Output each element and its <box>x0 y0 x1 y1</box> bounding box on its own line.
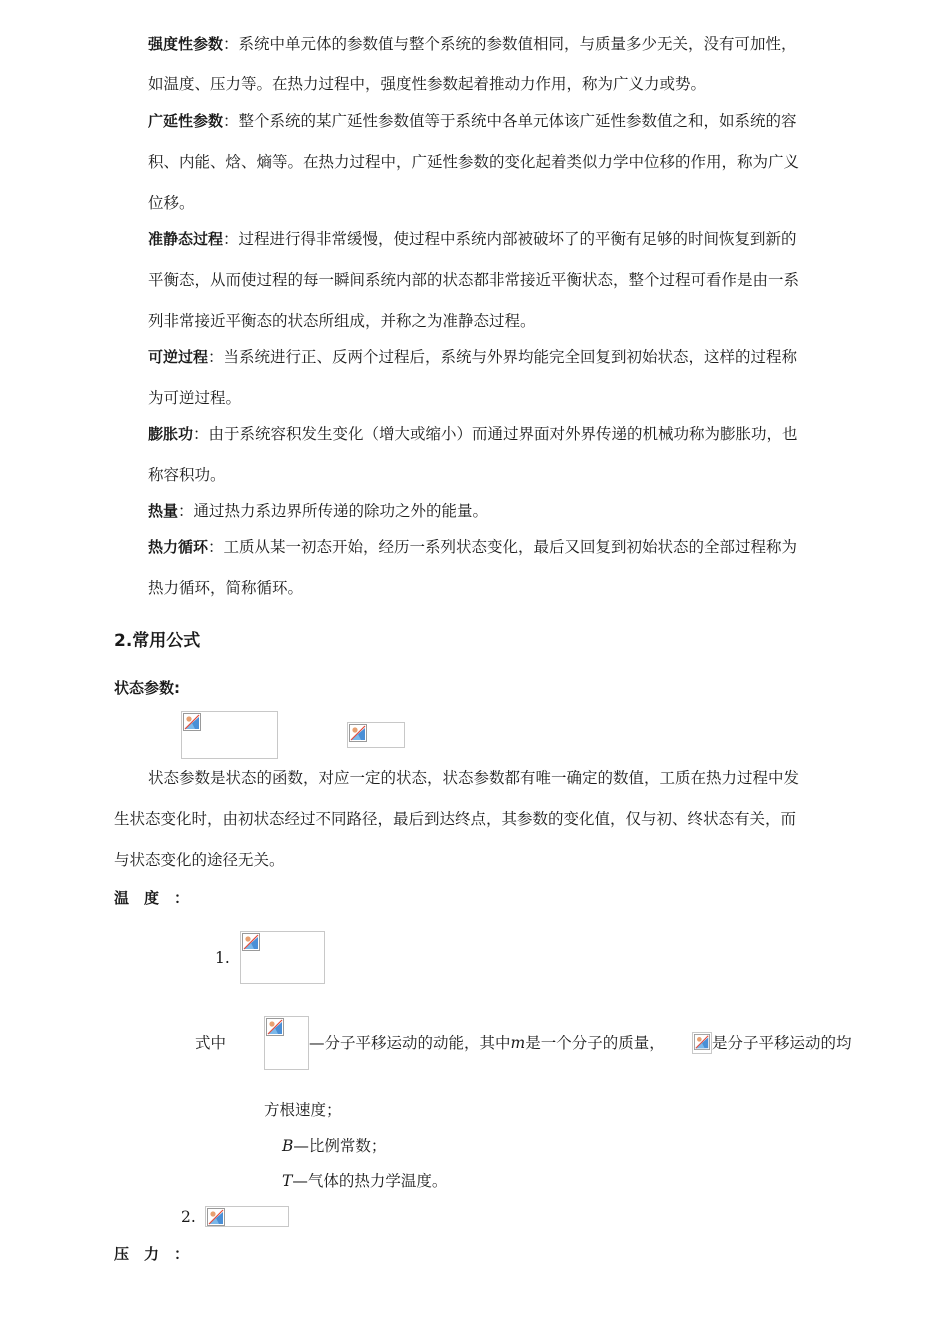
def-term-expansion-work: 膨胀功 <box>148 425 194 443</box>
def-line: 平衡态，从而使过程的每一瞬间系统内部的状态都非常接近平衡状态，整个过程可看作是由一系 <box>148 271 800 289</box>
def-line: 积、内能、焓、熵等。在热力过程中，广延性参数的变化起着类似力学中位移的作用，称为广义 <box>148 153 800 171</box>
def-term-intensive: 强度性参数 <box>148 35 224 53</box>
def-line: 位移。 <box>148 194 195 212</box>
def-line: 如温度、压力等。在热力过程中，强度性参数起着推动力作用，称为广义力或势。 <box>148 75 707 93</box>
def-term-heat: 热量 <box>148 502 179 520</box>
list-number: 1. <box>215 949 230 967</box>
body-line: 生状态变化时，由初状态经过不同路径，最后到达终点，其参数的变化值，仅与初、终状态有关，而 <box>114 810 797 828</box>
formula-image <box>205 1206 289 1227</box>
def-term-reversible: 可逆过程 <box>148 348 209 366</box>
broken-image-icon <box>694 1034 710 1050</box>
section-title: 2.常用公式 <box>114 631 201 651</box>
broken-image-icon <box>349 724 367 742</box>
temperature-heading: 温 度 ： <box>114 889 190 907</box>
body-line: 与状态变化的途径无关。 <box>114 851 285 869</box>
def-term-extensive: 广延性参数 <box>148 112 224 130</box>
broken-image-icon <box>242 933 260 951</box>
body-line: T—气体的热力学温度。 <box>282 1172 448 1190</box>
formula-image <box>240 931 325 984</box>
body-line: 是分子平移运动的均 <box>712 1034 852 1052</box>
body-line: 方根速度； <box>264 1101 342 1119</box>
def-line: 可逆过程：当系统进行正、反两个过程后，系统与外界均能完全回复到初始状态，这样的过程称 <box>148 348 798 366</box>
def-line: 称容积功。 <box>148 466 226 484</box>
body-line: —分子平移运动的动能，其中m是一个分子的质量， <box>309 1034 665 1052</box>
def-line: 为可逆过程。 <box>148 389 242 407</box>
body-line: 状态参数是状态的函数，对应一定的状态，状态参数都有唯一确定的数值，工质在热力过程中发 <box>148 769 800 787</box>
def-line: 膨胀功：由于系统容积发生变化（增大或缩小）而通过界面对外界传递的机械功称为膨胀功，也 <box>148 425 798 443</box>
formula-image <box>347 722 405 748</box>
def-line: 热力循环：工质从某一初态开始，经历一系列状态变化，最后又回复到初始状态的全部过程称为 <box>148 538 798 556</box>
state-params-heading: 状态参数: <box>114 679 180 697</box>
list-number: 2. <box>181 1208 196 1226</box>
def-term-quasistatic: 准静态过程 <box>148 230 224 248</box>
where-label: 式中 <box>195 1034 227 1052</box>
formula-image <box>264 1016 309 1070</box>
broken-image-icon <box>183 713 201 731</box>
def-line: 准静态过程：过程进行得非常缓慢，使过程中系统内部被破坏了的平衡有足够的时间恢复到新的 <box>148 230 797 248</box>
formula-image <box>181 711 278 759</box>
pressure-heading: 压 力 ： <box>114 1245 190 1263</box>
def-line: 热量：通过热力系边界所传递的除功之外的能量。 <box>148 502 489 520</box>
broken-image-icon <box>207 1208 225 1226</box>
def-line: 广延性参数：整个系统的某广延性参数值等于系统中各单元体该广延性参数值之和，如系统的容 <box>148 112 797 130</box>
formula-image <box>692 1032 712 1054</box>
broken-image-icon <box>266 1018 284 1036</box>
def-line: 热力循环，简称循环。 <box>148 579 304 597</box>
body-line: B—比例常数； <box>282 1137 387 1155</box>
def-line: 列非常接近平衡态的状态所组成，并称之为准静态过程。 <box>148 312 536 330</box>
def-term-cycle: 热力循环 <box>148 538 209 556</box>
def-line: 强度性参数：系统中单元体的参数值与整个系统的参数值相同，与质量多少无关，没有可加性， <box>148 35 797 53</box>
